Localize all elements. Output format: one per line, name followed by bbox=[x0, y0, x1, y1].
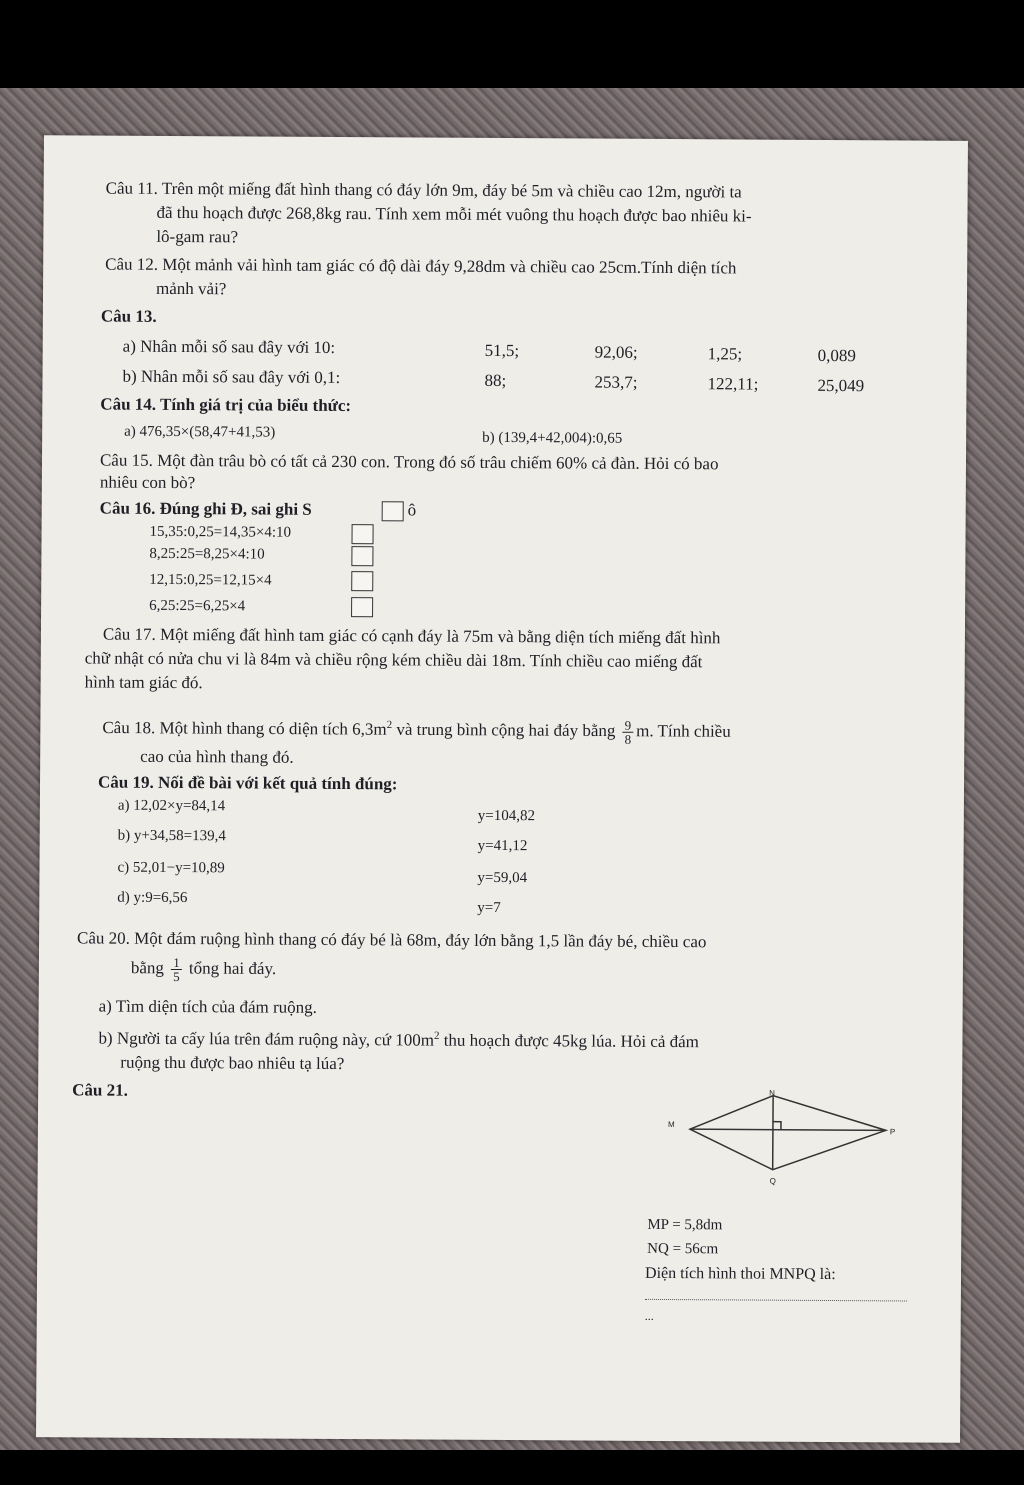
q15-line1: Câu 15. Một đàn trâu bò có tất cả 230 con. Trong đó số trâu chiếm 60% cả đàn. Hỏi có bao bbox=[99, 450, 719, 474]
q18-fraction bbox=[623, 719, 634, 746]
q13-title: Câu 13. bbox=[100, 306, 157, 326]
q18-line2: cao của hình thang đó. bbox=[140, 746, 294, 767]
q16-statement: 6,25:25=6,25×4 bbox=[149, 597, 246, 615]
q13-a-label: a) Nhân mỗi số sau đây với 10: bbox=[122, 336, 336, 357]
diagonal-mp bbox=[690, 1129, 886, 1130]
q14-expression-a: a) 476,35×(58,47+41,53) bbox=[124, 423, 276, 441]
q19-equation: c) 52,01−y=10,89 bbox=[117, 859, 225, 877]
q11-line1: Câu 11. Trên một miếng đất hình thang có đáy lớn 9m, đáy bé 5m và chiều cao 12m, người ta bbox=[105, 178, 742, 202]
answer-dots: ... bbox=[644, 1308, 654, 1323]
q20-line1: Câu 20. Một đám ruộng hình thang có đáy bé là 68m, đáy lớn bằng 1,5 lần đáy bé, chiều cao bbox=[77, 928, 707, 952]
q16-sample-checkbox bbox=[382, 501, 404, 521]
q13-a-value: 51,5; bbox=[484, 340, 520, 361]
q19-equation: b) y+34,58=139,4 bbox=[117, 827, 226, 845]
q12-line1: Câu 12. Một mảnh vải hình tam giác có độ dài đáy 9,28dm và chiều cao 25cm.Tính diện tích bbox=[105, 254, 737, 278]
q20-part-b-line2: ruộng thu được bao nhiêu tạ lúa? bbox=[120, 1052, 345, 1074]
q18-text-pre: Câu 18. Một hình thang có diện tích 6,3m bbox=[102, 717, 387, 739]
q21-mp-length: MP = 5,8dm bbox=[647, 1216, 723, 1234]
vertex-label-p: P bbox=[889, 1127, 896, 1137]
q17-line3: hình tam giác đó. bbox=[84, 672, 203, 693]
q16-answer-box[interactable] bbox=[351, 597, 373, 617]
q20-fraction-numerator: 1 bbox=[173, 954, 180, 971]
q14-expression-b: b) (139,4+42,004):0,65 bbox=[482, 429, 623, 447]
q15-line2: nhiêu con bò? bbox=[99, 472, 196, 493]
q18-line1 bbox=[102, 716, 731, 747]
q16-answer-box[interactable] bbox=[351, 524, 373, 544]
q13-b-value: 88; bbox=[484, 370, 507, 391]
q21-question: Diện tích hình thoi MNPQ là: bbox=[644, 1264, 836, 1284]
q13-a-value: 1,25; bbox=[707, 344, 743, 364]
q16-answer-box[interactable] bbox=[351, 571, 373, 591]
q13-b-value: 25,049 bbox=[817, 375, 865, 396]
q21-nq-length: NQ = 56cm bbox=[647, 1240, 719, 1258]
q17-line1: Câu 17. Một miếng đất hình tam giác có cạnh đáy là 75m và bằng diện tích miếng đất hình bbox=[102, 624, 721, 648]
q21-title: Câu 21. bbox=[72, 1080, 128, 1100]
answer-dotted-line bbox=[645, 1299, 907, 1302]
q20-line2-pre: bằng bbox=[130, 958, 165, 978]
vertex-label-q: Q bbox=[769, 1176, 776, 1186]
q14-title: Câu 14. Tính giá trị của biểu thức: bbox=[100, 394, 352, 416]
q20-part-b bbox=[98, 1028, 699, 1054]
q20-fraction bbox=[171, 956, 182, 983]
q17-line2: chữ nhật có nửa chu vi là 84m và chiều rộng kém chiều dài 18m. Tính chiều cao miếng đất bbox=[84, 648, 703, 672]
q20-part-b-post: thu hoạch được 45kg lúa. Hỏi cả đám bbox=[439, 1030, 700, 1052]
q13-a-value: 0,089 bbox=[817, 345, 856, 366]
right-angle-mark bbox=[773, 1122, 781, 1130]
q16-statement: 12,15:0,25=12,15×4 bbox=[149, 571, 272, 589]
q16-statement: 8,25:25=8,25×4:10 bbox=[149, 545, 265, 563]
q19-result: y=41,12 bbox=[477, 837, 528, 855]
q19-title: Câu 19. Nối đề bài với kết quả tính đúng: bbox=[97, 772, 398, 794]
q18-text-post: m. Tính chiều bbox=[636, 721, 731, 741]
q20-part-b-exponent: 2 bbox=[433, 1029, 440, 1042]
q16-title: Câu 16. Đúng ghi Đ, sai ghi S bbox=[99, 498, 312, 519]
q18-fraction-numerator: 9 bbox=[624, 717, 632, 733]
q20-part-b-pre: b) Người ta cấy lúa trên đám ruộng này, cứ 100m bbox=[98, 1028, 435, 1050]
q19-result: y=7 bbox=[477, 899, 501, 916]
q13-a-value: 92,06; bbox=[594, 342, 638, 362]
q19-equation: a) 12,02×y=84,14 bbox=[117, 797, 226, 815]
q20-fraction-denominator: 5 bbox=[173, 968, 180, 985]
q16-statement: 15,35:0,25=14,35×4:10 bbox=[149, 523, 292, 541]
q13-b-value: 122,11; bbox=[707, 374, 759, 394]
q19-result: y=59,04 bbox=[477, 869, 528, 887]
q16-answer-box[interactable] bbox=[351, 546, 373, 566]
q18-fraction-denominator: 8 bbox=[624, 731, 632, 747]
q13-b-value: 253,7; bbox=[594, 372, 638, 392]
q19-result: y=104,82 bbox=[477, 807, 536, 825]
q18-exponent: 2 bbox=[386, 719, 393, 732]
rhombus-mnpq bbox=[690, 1095, 886, 1170]
q16-title-tail: ô bbox=[407, 500, 417, 520]
vertex-label-n: N bbox=[769, 1088, 775, 1098]
q13-b-label: b) Nhân mỗi số sau đây với 0,1: bbox=[122, 366, 341, 388]
q20-line2 bbox=[131, 956, 276, 984]
q12-line2: mảnh vải? bbox=[155, 278, 227, 299]
vertex-label-m: M bbox=[667, 1120, 675, 1130]
worksheet-page bbox=[36, 135, 968, 1443]
q20-line2-post: tổng hai đáy. bbox=[188, 958, 277, 979]
rhombus-diagram bbox=[637, 1089, 898, 1211]
q20-part-a: a) Tìm diện tích của đám ruộng. bbox=[98, 996, 317, 1017]
q11-line2: đã thu hoạch được 268,8kg rau. Tính xem mỗi mét vuông thu hoạch được bao nhiêu ki- bbox=[156, 202, 752, 226]
q19-equation: d) y:9=6,56 bbox=[117, 889, 188, 907]
q18-text-mid: và trung bình cộng hai đáy bằng bbox=[392, 719, 620, 741]
q11-line3: lô-gam rau? bbox=[156, 226, 239, 247]
